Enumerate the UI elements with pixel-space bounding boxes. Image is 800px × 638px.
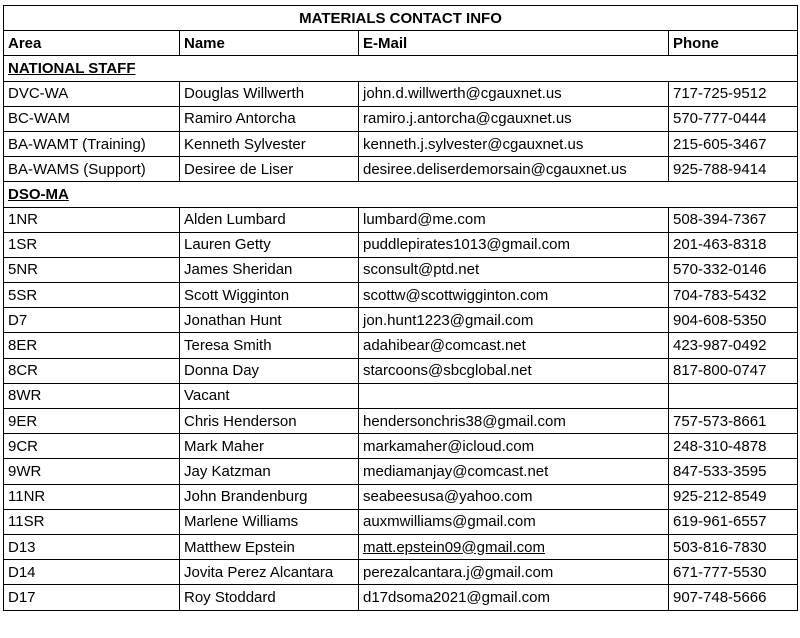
- name-cell: Jay Katzman: [180, 459, 359, 484]
- name-cell: Jonathan Hunt: [180, 308, 359, 333]
- table-row: [4, 358, 798, 383]
- email-cell: jon.hunt1223@gmail.com: [359, 308, 669, 333]
- email-cell: markamaher@icloud.com: [359, 434, 669, 459]
- table-row: [4, 585, 798, 610]
- name-cell: James Sheridan: [180, 257, 359, 282]
- phone-cell: 570-777-0444: [669, 106, 798, 131]
- name-cell: Ramiro Antorcha: [180, 106, 359, 131]
- email-cell: sconsult@ptd.net: [359, 257, 669, 282]
- name-cell: Lauren Getty: [180, 232, 359, 257]
- table-row: [4, 308, 798, 333]
- phone-cell: 907-748-5666: [669, 585, 798, 610]
- column-header-name: Name: [180, 31, 359, 56]
- table-row: [4, 283, 798, 308]
- area-cell: 8WR: [4, 383, 180, 408]
- section-empty-cell: [180, 182, 359, 207]
- table-row: [4, 434, 798, 459]
- area-cell: 9CR: [4, 434, 180, 459]
- name-cell: Teresa Smith: [180, 333, 359, 358]
- section-row: [4, 56, 798, 81]
- table-row: [4, 560, 798, 585]
- phone-cell: 704-783-5432: [669, 283, 798, 308]
- email-cell: starcoons@sbcglobal.net: [359, 358, 669, 383]
- column-header-email: E-Mail: [359, 31, 669, 56]
- name-cell: Roy Stoddard: [180, 585, 359, 610]
- phone-cell: 619-961-6557: [669, 509, 798, 534]
- email-cell: scottw@scottwigginton.com: [359, 283, 669, 308]
- section-empty-cell: [669, 56, 798, 81]
- section-empty-cell: [359, 182, 669, 207]
- email-link[interactable]: matt.epstein09@gmail.com: [363, 538, 545, 556]
- name-cell: Matthew Epstein: [180, 534, 359, 559]
- title-row: [4, 6, 798, 31]
- area-cell: D17: [4, 585, 180, 610]
- email-cell: john.d.willwerth@cgauxnet.us: [359, 81, 669, 106]
- email-cell: d17dsoma2021@gmail.com: [359, 585, 669, 610]
- table-row: [4, 383, 798, 408]
- name-cell: Alden Lumbard: [180, 207, 359, 232]
- email-cell: [359, 534, 669, 559]
- name-cell: Chris Henderson: [180, 409, 359, 434]
- area-cell: DVC-WA: [4, 81, 180, 106]
- area-cell: 5SR: [4, 283, 180, 308]
- email-cell: perezalcantara.j@gmail.com: [359, 560, 669, 585]
- phone-cell: 847-533-3595: [669, 459, 798, 484]
- area-cell: D7: [4, 308, 180, 333]
- area-cell: D14: [4, 560, 180, 585]
- phone-cell: 925-212-8549: [669, 484, 798, 509]
- email-cell: ramiro.j.antorcha@cgauxnet.us: [359, 106, 669, 131]
- name-cell: Jovita Perez Alcantara: [180, 560, 359, 585]
- area-cell: 8ER: [4, 333, 180, 358]
- section-label: DSO-MA: [4, 182, 180, 207]
- area-cell: 8CR: [4, 358, 180, 383]
- area-cell: BA-WAMT (Training): [4, 131, 180, 156]
- area-cell: D13: [4, 534, 180, 559]
- area-cell: 11SR: [4, 509, 180, 534]
- phone-cell: 671-777-5530: [669, 560, 798, 585]
- name-cell: Douglas Willwerth: [180, 81, 359, 106]
- section-label: NATIONAL STAFF: [4, 56, 180, 81]
- email-cell: adahibear@comcast.net: [359, 333, 669, 358]
- column-header-area: Area: [4, 31, 180, 56]
- email-cell: lumbard@me.com: [359, 207, 669, 232]
- phone-cell: 570-332-0146: [669, 257, 798, 282]
- table-row: [4, 81, 798, 106]
- name-cell: Marlene Williams: [180, 509, 359, 534]
- email-cell: mediamanjay@comcast.net: [359, 459, 669, 484]
- name-cell: Vacant: [180, 383, 359, 408]
- phone-cell: 717-725-9512: [669, 81, 798, 106]
- name-cell: John Brandenburg: [180, 484, 359, 509]
- phone-cell: 925-788-9414: [669, 157, 798, 182]
- email-cell: puddlepirates1013@gmail.com: [359, 232, 669, 257]
- table-row: [4, 106, 798, 131]
- section-empty-cell: [180, 56, 359, 81]
- table-row: [4, 534, 798, 559]
- table-row: [4, 257, 798, 282]
- phone-cell: 503-816-7830: [669, 534, 798, 559]
- email-cell: kenneth.j.sylvester@cgauxnet.us: [359, 131, 669, 156]
- column-header-row: [4, 31, 798, 56]
- phone-cell: 508-394-7367: [669, 207, 798, 232]
- phone-cell: 248-310-4878: [669, 434, 798, 459]
- table-row: [4, 459, 798, 484]
- area-cell: BC-WAM: [4, 106, 180, 131]
- phone-cell: 201-463-8318: [669, 232, 798, 257]
- phone-cell: [669, 383, 798, 408]
- materials-contact-table: [3, 5, 798, 611]
- phone-cell: 215-605-3467: [669, 131, 798, 156]
- name-cell: Scott Wigginton: [180, 283, 359, 308]
- table-row: [4, 409, 798, 434]
- area-cell: 1NR: [4, 207, 180, 232]
- table-row: [4, 484, 798, 509]
- phone-cell: 423-987-0492: [669, 333, 798, 358]
- email-cell: auxmwilliams@gmail.com: [359, 509, 669, 534]
- section-empty-cell: [359, 56, 669, 81]
- area-cell: 11NR: [4, 484, 180, 509]
- table-row: [4, 509, 798, 534]
- phone-cell: 904-608-5350: [669, 308, 798, 333]
- name-cell: Kenneth Sylvester: [180, 131, 359, 156]
- table-row: [4, 157, 798, 182]
- column-header-phone: Phone: [669, 31, 798, 56]
- email-cell: [359, 383, 669, 408]
- table-row: [4, 207, 798, 232]
- email-cell: desiree.deliserdemorsain@cgauxnet.us: [359, 157, 669, 182]
- table-title: MATERIALS CONTACT INFO: [4, 6, 798, 31]
- area-cell: 9WR: [4, 459, 180, 484]
- area-cell: BA-WAMS (Support): [4, 157, 180, 182]
- section-empty-cell: [669, 182, 798, 207]
- phone-cell: 757-573-8661: [669, 409, 798, 434]
- email-cell: seabeesusa@yahoo.com: [359, 484, 669, 509]
- name-cell: Desiree de Liser: [180, 157, 359, 182]
- area-cell: 5NR: [4, 257, 180, 282]
- table-row: [4, 232, 798, 257]
- area-cell: 9ER: [4, 409, 180, 434]
- table-body: [4, 56, 798, 610]
- phone-cell: 817-800-0747: [669, 358, 798, 383]
- section-row: [4, 182, 798, 207]
- table-row: [4, 131, 798, 156]
- table-row: [4, 333, 798, 358]
- email-cell: hendersonchris38@gmail.com: [359, 409, 669, 434]
- name-cell: Donna Day: [180, 358, 359, 383]
- name-cell: Mark Maher: [180, 434, 359, 459]
- area-cell: 1SR: [4, 232, 180, 257]
